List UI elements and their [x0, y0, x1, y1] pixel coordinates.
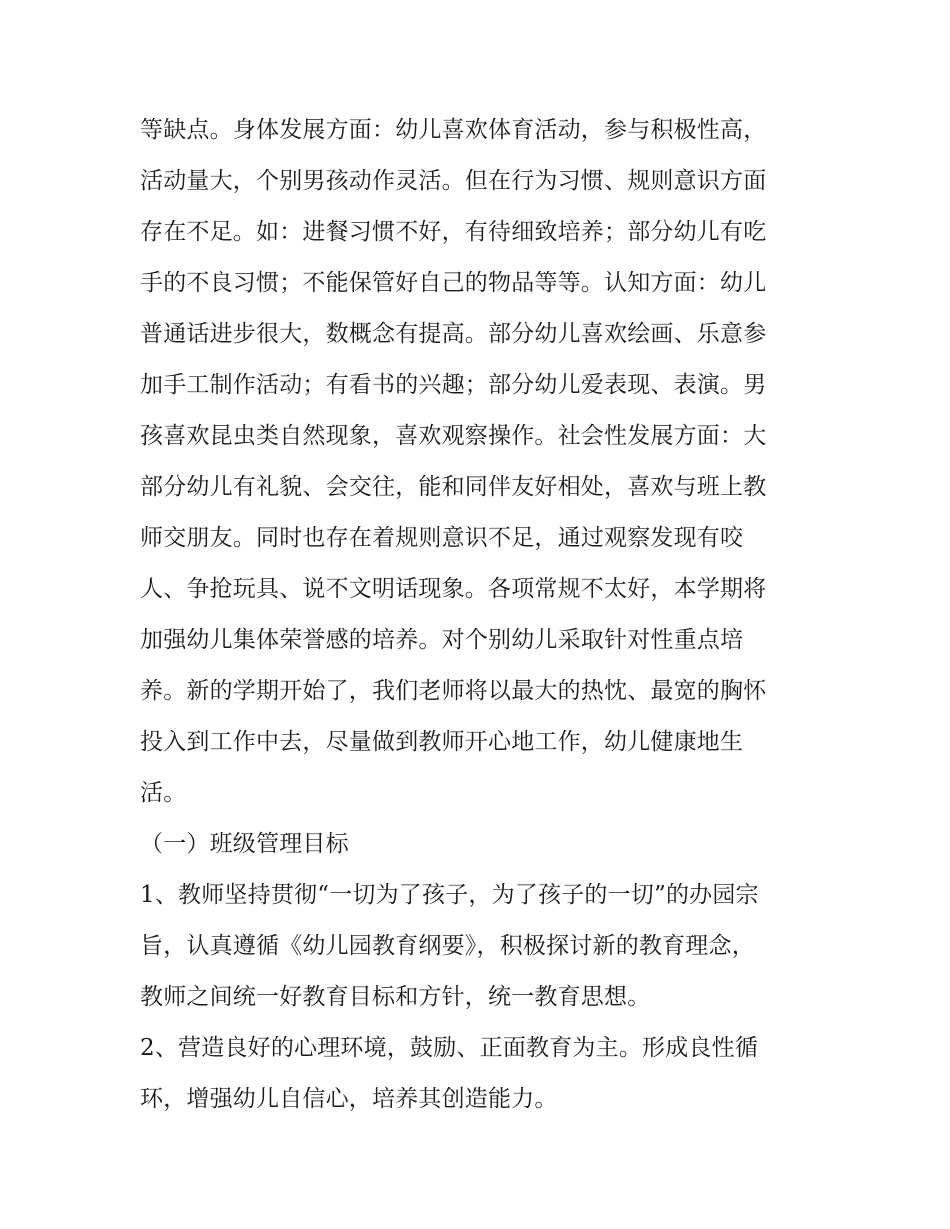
text-line: 投入到工作中去，尽量做到教师开心地工作，幼儿健康地生	[140, 729, 744, 755]
text-line: 2、营造良好的心理环境，鼓励、正面教育为主。形成良性循	[140, 1035, 759, 1061]
text-line: 孩喜欢昆虫类自然现象，喜欢观察操作。社会性发展方面：大	[140, 423, 767, 449]
text-line: 手的不良习惯；不能保管好自己的物品等等。认知方面：幼儿	[140, 270, 767, 296]
text-line: 等缺点。身体发展方面：幼儿喜欢体育活动，参与积极性高，	[140, 117, 767, 143]
text-line: 普通话进步很大，数概念有提高。部分幼儿喜欢绘画、乐意参	[140, 321, 767, 347]
text-line: 师交朋友。同时也存在着规则意识不足，通过观察发现有咬	[140, 525, 744, 551]
text-line: 加强幼儿集体荣誉感的培养。对个别幼儿采取针对性重点培	[140, 627, 744, 653]
text-line: 养。新的学期开始了，我们老师将以最大的热忱、最宽的胸怀	[140, 678, 767, 704]
text-line: 活。	[140, 780, 187, 806]
text-line: 旨，认真遵循《幼儿园教育纲要》，积极探讨新的教育理念，	[140, 933, 755, 959]
text-line: 1、教师坚持贯彻“一切为了孩子，为了孩子的一切”的办园宗	[140, 882, 759, 908]
text-line: 活动量大，个别男孩动作灵活。但在行为习惯、规则意识方面	[140, 168, 767, 194]
section-heading: （一）班级管理目标	[140, 831, 349, 857]
text-line: 部分幼儿有礼貌、会交往，能和同伴友好相处，喜欢与班上教	[140, 474, 767, 500]
text-line: 环，增强幼儿自信心，培养其创造能力。	[140, 1086, 558, 1112]
text-line: 教师之间统一好教育目标和方针，统一教育思想。	[140, 984, 651, 1010]
text-line: 加手工制作活动；有看书的兴趣；部分幼儿爱表现、表演。男	[140, 372, 767, 398]
text-line: 存在不足。如：进餐习惯不好，有待细致培养；部分幼儿有吃	[140, 219, 767, 245]
text-line: 人、争抢玩具、说不文明话现象。各项常规不太好，本学期将	[140, 576, 767, 602]
